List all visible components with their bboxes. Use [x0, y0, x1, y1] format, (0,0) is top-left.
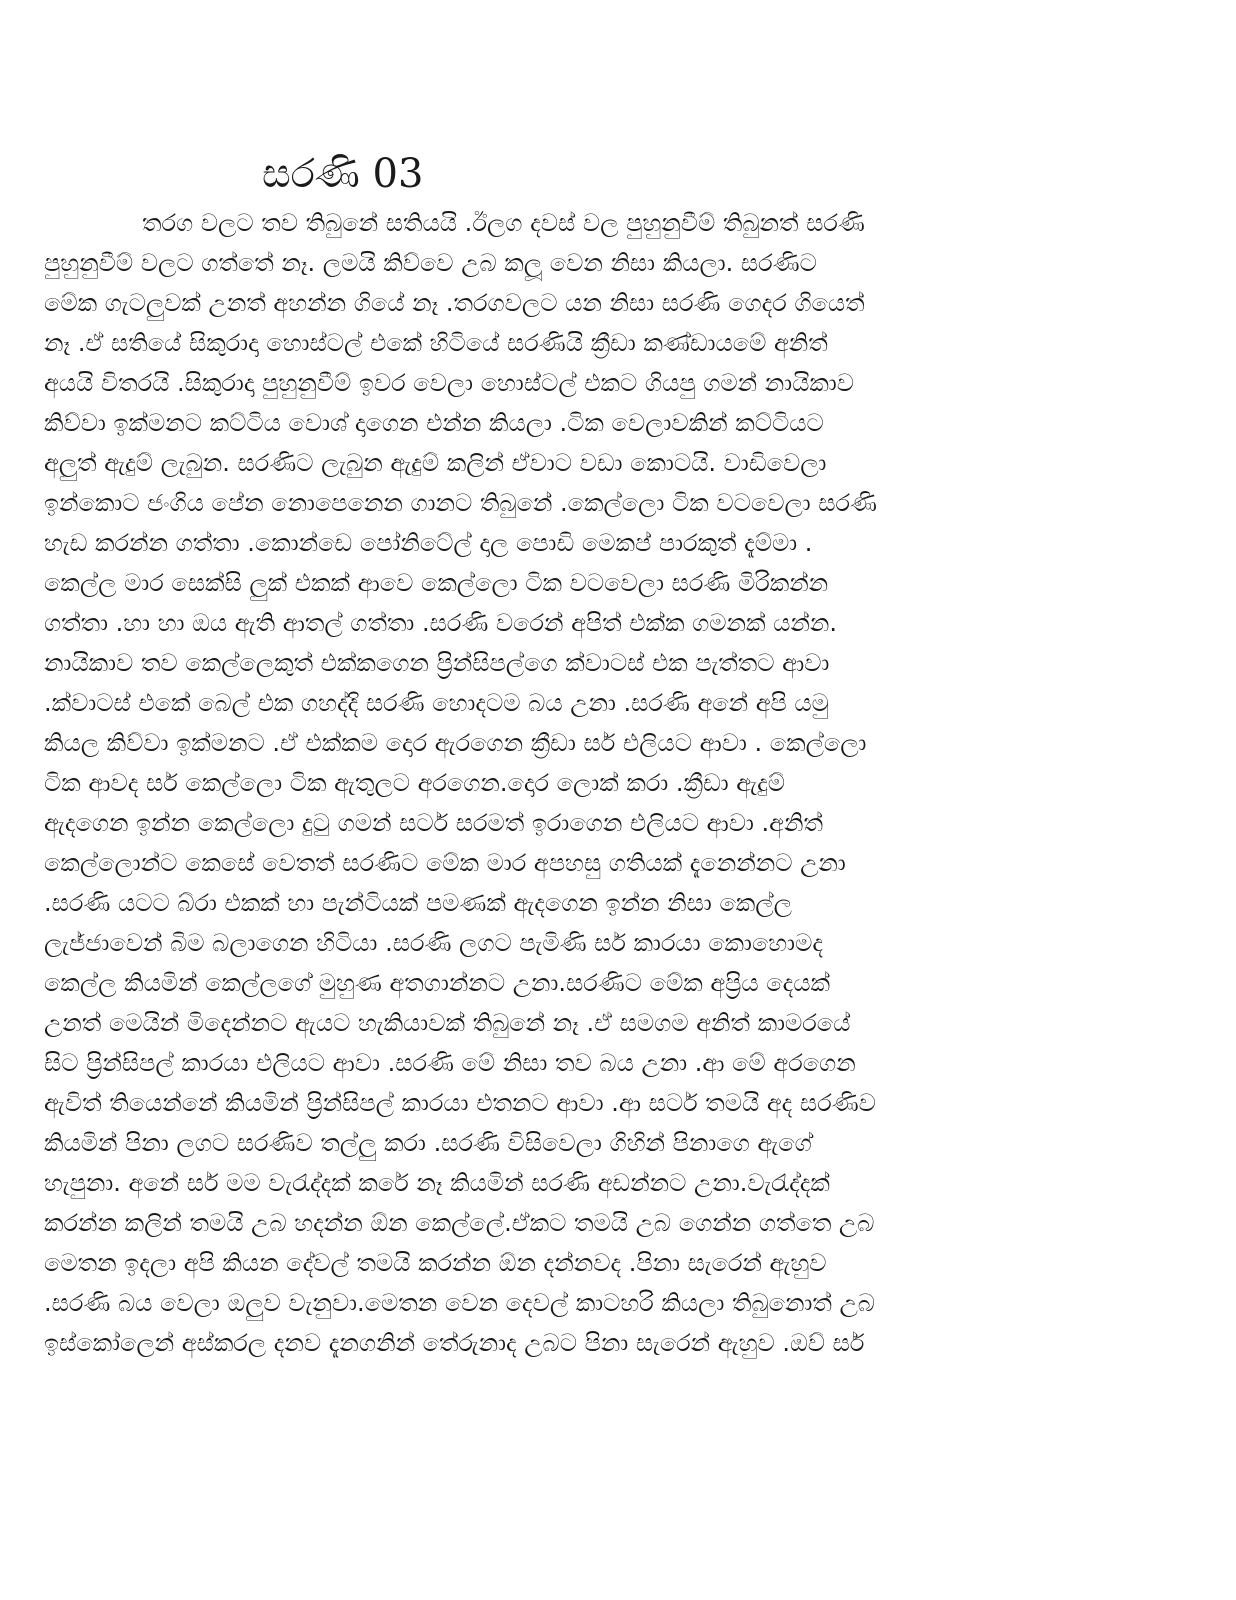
- text-line: නායිකාව තව කෙල්ලෙකුත් එක්කගෙන ප්‍රින්සිපල්ගෙ ක්වාටස් එක පැත්තට ආවා: [44, 649, 830, 677]
- text-line: තරග වලට තව තිබුනේ සතියයි .ඊලග දවස් වල පුහුනුවීම් තිබුනත් සරණි: [142, 209, 865, 237]
- text-line: ඉන්කොට ජංගිය පේන නොපෙනෙන ගානට තිබුනේ .කෙල්ලො ටික වටවෙලා සරණි: [44, 489, 878, 517]
- text-line: කෙල්ල මාර සෙක්සි ලුක් එකක් ආවෙ කෙල්ලො ටික වටවෙලා සරණි මිරිකන්න: [44, 569, 829, 597]
- text-line: .සරණි බය වෙලා ඔලුව වැනුවා.මෙතන වෙන දෙවල් කාටහරි කියලා තිබුනොත් උබ: [44, 1289, 875, 1317]
- text-line: කියල කිව්වා ඉක්මනට .ඒ එක්කම දොර ඇරගෙන ක්‍රීඩා සර් එලියට ආවා . කෙල්ලො: [44, 729, 867, 757]
- text-line: කියමින් පිනා ලගට සරණිව තල්ලු කරා .සරණි විසිවෙලා ගිහින් පිනාගෙ ඇගේ: [44, 1129, 812, 1157]
- text-line: කෙල්ල කියමින් කෙල්ලගේ මුහුණ අතගාන්නට උනා.සරණිට මේක අප්‍රිය දෙයක්: [44, 969, 830, 997]
- text-line: කරන්න කලින් තමයි උබ හදන්න ඕන කෙල්ලේ.ඒකට තමයි උබ ගෙන්න ගත්තෙ උබ: [44, 1209, 875, 1237]
- text-line: නෑ .ඒ සතියේ සිකුරාදා හොස්ටල් එකේ හිටියේ සරණියි ක්‍රීඩා කණ්ඩායමේ අනිත්: [44, 329, 828, 357]
- text-line: ටික ආවද සර් කෙල්ලො ටික ඇතුලට අරගෙන.දොර ලොක් කරා .ක්‍රීඩා ඇදුම්: [44, 769, 786, 797]
- text-line: හැඩ කරන්න ගත්තා .කොන්ඩෙ පෝනිටේල් දාල පොඩි මෙකප් පාරකුත් දැම්මා .: [44, 529, 813, 557]
- text-line: .සරණි යටට බ්රා එකක් හා පැන්ටියක් පමණක් ඇදගෙන ඉන්න නිසා කෙල්ල: [44, 889, 792, 917]
- text-line: හැපුනා. අනේ සර් මම වැරැද්දක් කරේ නෑ කියමින් සරණි අඩන්නට උනා.වැරැද්දක්: [44, 1169, 830, 1197]
- text-line: ඉස්කෝලෙන් අස්කරල දනව දැනගනින් තේරුනාද උබට පිනා සැරෙන් ඇහුව .ඔව් සර්: [44, 1329, 865, 1357]
- text-line: කෙල්ලොන්ට කෙසේ වෙතත් සරණිට මේක මාර අපහසු ගතියක් දැනෙන්නට උනා: [44, 849, 846, 877]
- text-line: ගත්තා .හා හා ඔය ඇති ආතල් ගත්තා .සරණි වරෙන් අපිත් එක්ක ගමනක් යන්න.: [44, 609, 838, 637]
- body-text: [44, 203, 1194, 1363]
- text-line: ඇවිත් තියෙන්නේ කියමින් ප්‍රින්සිපල් කාරයා එතනට ආවා .ආ සර්ට තමයි අද සරණිව: [44, 1089, 876, 1117]
- text-line: උනත් මෙයින් මිදෙන්නට ඇයට හැකියාවක් තිබුනේ නෑ .ඒ සමගම අනිත් කාමරයේ: [44, 1009, 851, 1037]
- text-line: සිට ප්‍රින්සිපල් කාරයා එලියට ආවා .සරණි මේ නිසා තව බය උනා .ආ මේ අරගෙන: [44, 1049, 856, 1077]
- text-line: ඇදගෙන ඉන්න කෙල්ලො දුටු ගමන් සර්ට සරමත් ඉරාගෙන එලියට ආවා .අනිත්: [44, 809, 823, 837]
- text-line: මේක ගැටලුවක් උනත් අහන්න ගියේ නෑ .තරගවලට යන නිසා සරණි ගෙදර ගියෙත්: [44, 289, 865, 317]
- text-line: කිව්වා ඉක්මනට කට්ටිය වොශ් දාගෙන එන්න කියලා .ටික වෙලාවකින් කට්ටියට: [44, 409, 824, 437]
- text-line: .ක්වාටස් එකේ බෙල් එක ගහද්දි සරණි හොදටම බය උනා .සරණි අනේ අපි යමු: [44, 689, 829, 717]
- text-line: පුහුනුවීම් වලට ගත්තේ නෑ. ලමයි කිව්වෙ උබ කලූ වෙන නිසා කියලා. සරණිට: [44, 249, 817, 277]
- text-line: මෙතන ඉදලා අපි කියන දේවල් තමයි කරන්න ඕන දන්නවද .පිනා සැරෙන් ඇහුව: [44, 1249, 827, 1277]
- text-line: ලැජ්ජාවෙන් බිම බලාගෙන හිටියා .සරණි ලගට පැමිණි සර් කාරයා කොහොමද: [44, 929, 823, 957]
- text-line: අයයි විතරයි .සිකුරාදා පුහුනුවීම් ඉවර වෙලා හොස්ටල් එකට ගියපු ගමන් නායිකාව: [44, 369, 855, 397]
- text-line: අලුත් ඇදුම් ලැබුන. සරණිට ලැබුන ඇදුම් කලින් ඒවාට වඩා කොටයි. වාඩිවෙලා: [44, 449, 827, 477]
- page-title: සරණි 03: [262, 151, 424, 197]
